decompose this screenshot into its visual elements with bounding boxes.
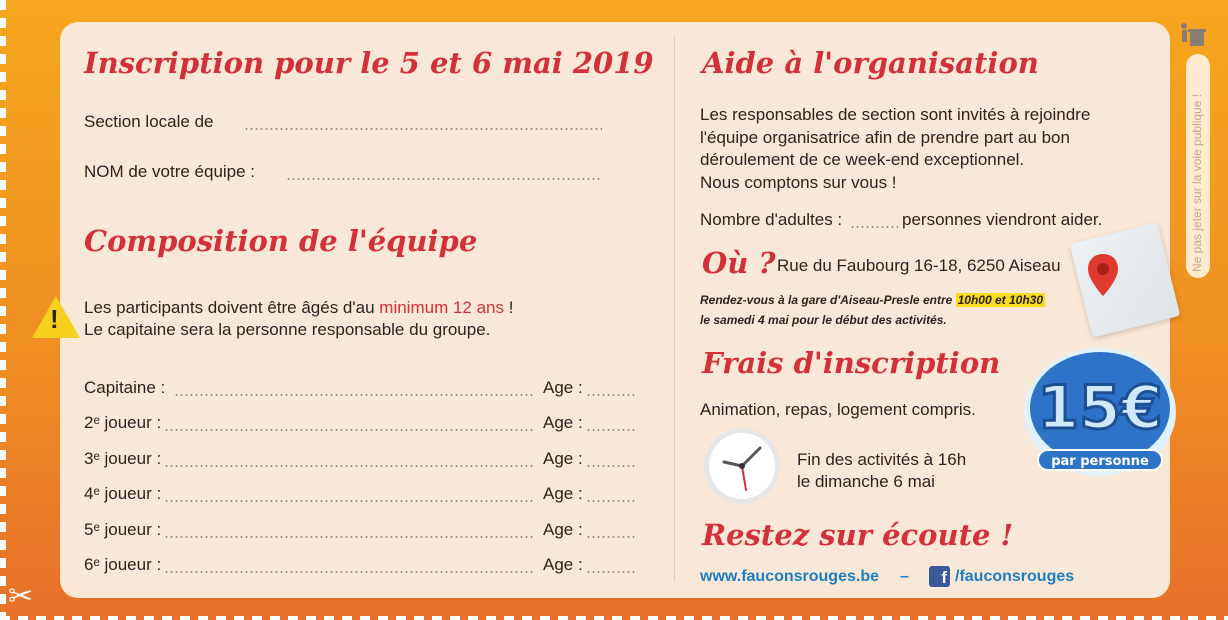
- age-rule-text: Les participants doivent être âgés d'au: [84, 298, 380, 317]
- end-date-line: le dimanche 6 mai: [797, 472, 935, 491]
- help-text-line: déroulement de ce week-end exceptionnel.: [700, 150, 1025, 169]
- help-text-line: Les responsables de section sont invités à rejoindre: [700, 105, 1091, 124]
- player-label: 5ᵉ joueur :: [84, 520, 162, 539]
- facebook-icon[interactable]: f: [929, 566, 950, 587]
- age-rule-minimum: minimum 12 ans: [379, 298, 504, 317]
- help-text-line: l'équipe organisatrice afin de prendre part au bon: [700, 128, 1070, 147]
- side-notice-text: Ne pas jeter sur la voie publique !: [1190, 93, 1204, 272]
- age-field[interactable]: [586, 500, 636, 502]
- age-field[interactable]: [586, 571, 636, 573]
- where-title: Où ?: [702, 246, 776, 280]
- player-label: 4ᵉ joueur :: [84, 484, 162, 503]
- scissors-icon: ✂: [8, 579, 34, 614]
- help-title: Aide à l'organisation: [702, 46, 1039, 80]
- help-text-line: Nous comptons sur vous !: [700, 173, 897, 192]
- age-rule-end: !: [504, 298, 514, 317]
- clock-icon: [702, 426, 782, 506]
- meeting-text: Rendez-vous à la gare d'Aiseau-Presle entre: [700, 293, 956, 307]
- price-badge: [1010, 342, 1190, 482]
- fees-text: Animation, repas, logement compris.: [700, 400, 976, 419]
- age-label: Age :: [543, 378, 583, 397]
- fees-title: Frais d'inscription: [702, 346, 1001, 380]
- player-label: 3ᵉ joueur :: [84, 449, 162, 468]
- team-name-field[interactable]: [286, 178, 602, 180]
- age-label: Age :: [543, 449, 583, 468]
- separator-dash: –: [900, 568, 909, 585]
- section-label: Section locale de: [84, 112, 214, 131]
- age-label: Age :: [543, 484, 583, 503]
- adults-count-field[interactable]: [850, 226, 898, 228]
- section-field[interactable]: [244, 128, 602, 130]
- adults-suffix: personnes viendront aider.: [902, 210, 1103, 229]
- meeting-line: [700, 293, 1045, 307]
- facebook-handle-link[interactable]: /fauconsrouges: [955, 568, 1075, 585]
- stay-tuned-title: Restez sur écoute !: [702, 518, 1014, 552]
- column-divider: [674, 36, 675, 582]
- registration-title: Inscription pour le 5 et 6 mai 2019: [84, 46, 654, 80]
- adults-label: Nombre d'adultes :: [700, 210, 843, 229]
- end-time-line: Fin des activités à 16h: [797, 450, 967, 469]
- age-field[interactable]: [586, 465, 636, 467]
- age-label: Age :: [543, 520, 583, 539]
- website-link[interactable]: www.fauconsrouges.be: [700, 568, 879, 585]
- player-label: Capitaine :: [84, 378, 166, 397]
- price-subtext: par personne: [1051, 454, 1149, 469]
- age-rule-line: [84, 298, 513, 318]
- player-name-field[interactable]: [164, 536, 534, 538]
- age-label: Age :: [543, 555, 583, 574]
- player-name-field[interactable]: [164, 571, 534, 573]
- cut-line-bottom: [0, 616, 1228, 620]
- captain-rule-line: Le capitaine sera la personne responsable du groupe.: [84, 320, 491, 339]
- age-field[interactable]: [586, 394, 636, 396]
- meeting-time: 10h00 et 10h30: [957, 293, 1044, 307]
- meeting-date: le samedi 4 mai pour le début des activités.: [700, 313, 947, 327]
- player-name-field[interactable]: [164, 429, 534, 431]
- map-pin-icon: [1088, 254, 1118, 296]
- trash-bin-icon: [1176, 22, 1210, 48]
- address: Rue du Faubourg 16-18, 6250 Aiseau: [777, 256, 1061, 275]
- price-value: 15€: [1037, 373, 1163, 443]
- player-name-field[interactable]: [164, 465, 534, 467]
- team-name-label: NOM de votre équipe :: [84, 162, 256, 181]
- player-label: 2ᵉ joueur :: [84, 413, 162, 432]
- age-label: Age :: [543, 413, 583, 432]
- player-name-field[interactable]: [174, 394, 534, 396]
- player-label: 6ᵉ joueur :: [84, 555, 162, 574]
- composition-title: Composition de l'équipe: [84, 224, 478, 258]
- warning-mark: !: [50, 304, 59, 334]
- age-field[interactable]: [586, 429, 636, 431]
- cut-line-left: [0, 0, 6, 620]
- player-name-field[interactable]: [164, 500, 534, 502]
- age-field[interactable]: [586, 536, 636, 538]
